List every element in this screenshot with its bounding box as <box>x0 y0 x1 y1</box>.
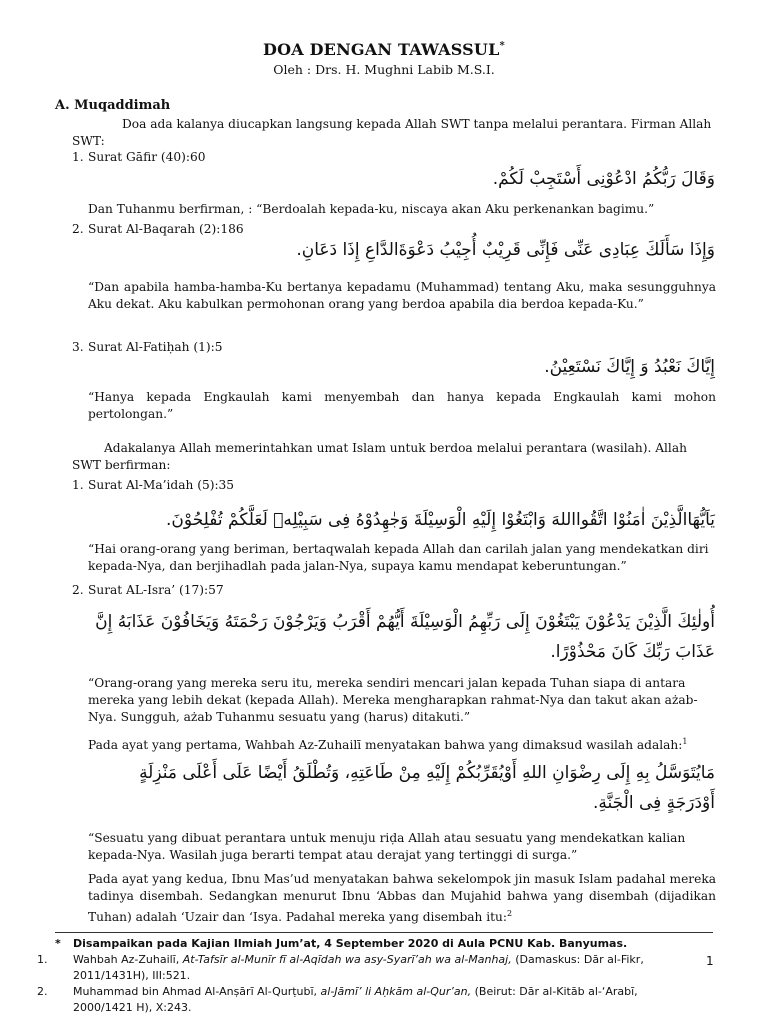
author-line: Oleh : Drs. H. Mughni Labib M.S.I. <box>273 62 495 77</box>
footnote-ref[interactable]: 2 <box>507 909 513 918</box>
verse-label: 1. Surat Al-Ma’idah (5):35 <box>72 478 235 492</box>
verse-label: 2. Surat Al-Baqarah (2):186 <box>72 222 244 236</box>
document-title: DOA DENGAN TAWASSUL* <box>263 40 505 59</box>
verse-label: 3. Surat Al-Fatiḥah (1):5 <box>72 340 223 354</box>
footnote-2: 2. Muhammad bin Ahmad Al-Anṣārī Al-Qurṭubī, al-Jāmī’ li Aḥkām al-Qur’an, (Beirut: Dār al-Kitāb al-‘Arabī, 2000/1421 H), X:243. <box>37 985 638 1014</box>
footnote-ref[interactable]: 1 <box>682 737 688 746</box>
intro-paragraph-2: Adakalanya Allah memerintahkan umat Islam untuk berdoa melalui perantara (wasilah). Allah SWT berfirman: <box>72 441 687 472</box>
verse-translation: “Orang-orang yang mereka seru itu, mereka sendiri mencari jalan kepada Tuhan siapa di antara mereka yang lebih dekat (kepada Allah). Mereka mengharapkan rahmat-Nya dan takut akan ażab-Nya. Sungguh, ażab Tuhanmu sesuatu yang (harus) ditakuti.” <box>88 676 698 724</box>
arabic-verse: إِيَّاكَ نَعْبُدُ وَ إِيَّاكَ نَسْتَعِيْنُ. <box>544 357 715 377</box>
verse-label: 2. Surat AL-Isra’ (17):57 <box>72 583 224 597</box>
arabic-verse: وَإِذَا سَأَلَكَ عِبَادِى عَنِّى فَإِنِّى قَرِيْبٌ أُجِيْبُ دَعْوَةَالدَّاعِ إِذَا دَعَانِ. <box>296 240 715 260</box>
verse-translation: “Hai orang-orang yang beriman, bertaqwalah kepada Allah dan carilah jalan yang mendekatkan diri kepada-Nya, dan berjihadlah pada jalan-Nya, supaya kamu mendapat keberuntungan.” <box>88 542 709 573</box>
arabic-verse: أُولٰئِكَ الَّذِيْنَ يَدْعُوْنَ يَبْتَغُوْنَ إِلَى رَبِّهِمُ الْوَسِيْلَةَ أَيُّهُمْ أَقْرَبُ وَيَرْجُوْنَ رَحْمَتَهُ وَيَخَافُوْنَ عَذَابَهُ إِنَّ عَذَابَ رَبِّكَ كَانَ مَحْذُوْرًا. <box>95 612 715 662</box>
page-number: 1 <box>706 954 714 968</box>
arabic-quote: مَايُتَوَسَّلُ بِهِ إِلَى رِضْوَانِ اللهِ أَوْيُقَرِّبُكُمْ إِلَيْهِ مِنْ طَاعَتِهِ، وَتُطْلَقُ أَيْضًا عَلَى أَعْلَى مَنْزِلَةٍ أَوْدَرَجَةٍ فِى الْجَنَّةِ. <box>139 763 715 813</box>
verse-translation: “Hanya kepada Engkaulah kami menyembah dan hanya kepada Engkaulah kami mohon pertolongan.” <box>88 390 716 421</box>
verse-translation: “Dan apabila hamba-hamba-Ku bertanya kepadamu (Muhammad) tentang Aku, maka sesungguhnya Aku dekat. Aku kabulkan permohonan orang yang berdoa apabila dia berdoa kepada-Ku.” <box>88 280 716 311</box>
footnote-star: * Disampaikan pada Kajian Ilmiah Jum’at, 4 September 2020 di Aula PCNU Kab. Banyumas. <box>55 937 628 950</box>
section-heading: A. Muqaddimah <box>55 98 171 113</box>
intro-paragraph: Doa ada kalanya diucapkan langsung kepada Allah SWT tanpa melalui perantara. Firman Allah SWT: <box>72 117 712 148</box>
arabic-verse: وَقَالَ رَبُّكُمُ ادْعُوْنِى أَسْتَجِبْ لَكُمْ. <box>492 169 715 189</box>
commentary-paragraph: Pada ayat yang pertama, Wahbah Az-Zuhailī menyatakan bahwa yang dimaksud wasilah adalah:$^1$ <box>88 737 688 753</box>
arabic-verse: يَاَيُّهَاالَّذِيْنَ اٰمَنُوْا اتَّقُوااللهَ وَابْتَغُوْا إِلَيْهِ الْوَسِيْلَةَ وَجٰهِدُوْهُ فِى سَبِيْلِهٖ لَعَلَّكُمْ تُفْلِحُوْنَ. <box>166 510 715 530</box>
quote-translation: “Sesuatu yang dibuat perantara untuk menuju riḍa Allah atau sesuatu yang mendekatkan kalian kepada-Nya. Wasilah juga berarti tempat atau derajat yang tertinggi di surga.” <box>88 831 686 862</box>
footnote-1: 1. Wahbah Az-Zuhailī, At-Tafsīr al-Munīr fī al-Aqīdah wa asy-Syarī’ah wa al-Manhaj, (Damaskus: Dār al-Fikr, 2011/1431H), III:521. <box>37 953 644 982</box>
verse-label: 1. Surat Gāfir (40):60 <box>72 150 206 164</box>
commentary-paragraph: Pada ayat yang kedua, Ibnu Mas’ud menyatakan bahwa sekelompok jin masuk Islam padahal mereka tadinya disembah. Sedangkan menurut Ibnu ‘Abbas dan Mujahid bahwa yang disembah (dijadikan Tuhan) adalah ‘Uzair dan ‘Isya. Padahal mereka yang disembah itu:$^2$ <box>88 872 716 925</box>
footnote-divider <box>55 932 713 933</box>
verse-translation: Dan Tuhanmu berfirman, : “Berdoalah kepada-ku, niscaya akan Aku perkenankan bagimu.” <box>88 202 655 216</box>
